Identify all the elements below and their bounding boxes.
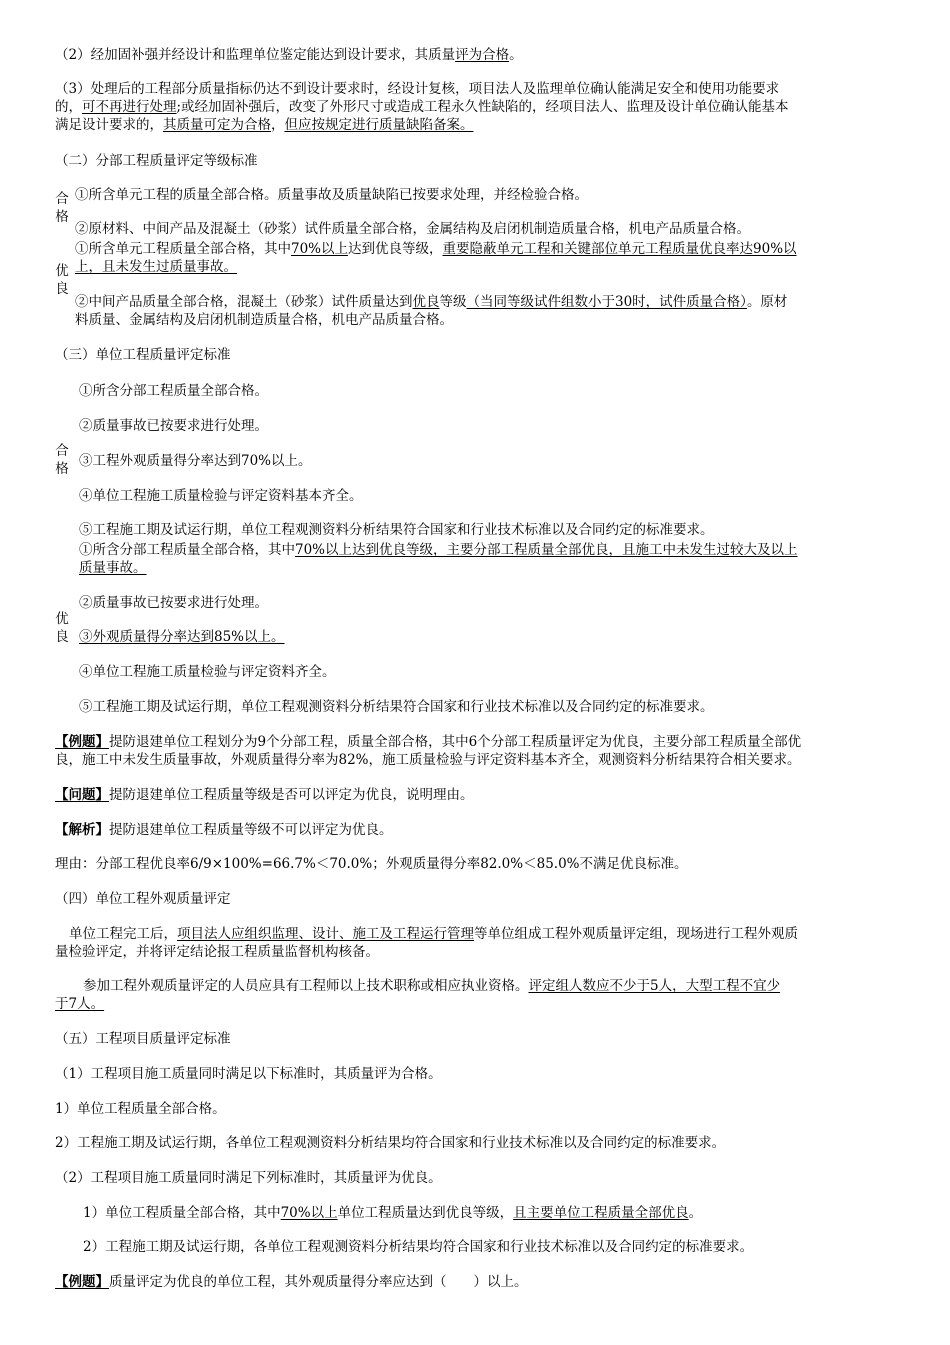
- side-label-pass-2: 合格: [55, 443, 69, 477]
- s3-excellent-5: ⑤工程施工期及试运行期，单位工程观测资料分析结果符合国家和行业技术标准以及合同约定的标准要求。: [79, 699, 714, 715]
- reason: 理由：分部工程优良率6/9×100%=66.7%＜70.0%；外观质量得分率82.0%＜85.0%不满足优良标准。: [55, 856, 688, 872]
- s5-1a: 1）单位工程质量全部合格。: [55, 1101, 226, 1117]
- side-label-excellent: 优良: [55, 263, 69, 297]
- s2-pass-1: ①所含单元工程的质量全部合格。质量事故及质量缺陷已按要求处理，并经检验合格。: [75, 187, 588, 203]
- s2-pass-2: ②原材料、中间产品及混凝土（砂浆）试件质量全部合格，金属结构及启闭机制造质量合格，机电产品质量合格。: [75, 221, 750, 237]
- question: 【问题】提防退建单位工程质量等级是否可以评定为优良，说明理由。: [55, 787, 474, 803]
- para-3-line-1: （3）处理后的工程部分质量指标仍达不到设计要求时，经设计复核，项目法人及监理单位确认能满足安全和使用功能要求: [55, 81, 780, 97]
- para-3-line-2: 的，可不再进行处理;或经加固补强后，改变了外形尺寸或造成工程永久性缺陷的，经项目法人、监理及设计单位确认能基本: [55, 99, 789, 115]
- section-5-title: （五）工程项目质量评定标准: [55, 1031, 231, 1047]
- section-2-title: （二）分部工程质量评定等级标准: [55, 153, 258, 169]
- s4-para-1-line-2: 量检验评定，并将评定结论报工程质量监督机构核备。: [55, 944, 379, 960]
- section-3-title: （三）单位工程质量评定标准: [55, 347, 231, 363]
- s3-pass-3: ③工程外观质量得分率达到70%以上。: [79, 453, 312, 469]
- s3-excellent-1-line-2: 质量事故。: [79, 560, 147, 576]
- s3-pass-2: ②质量事故已按要求进行处理。: [79, 418, 268, 434]
- example-1-line-1: 【例题】提防退建单位工程划分为9个分部工程，质量全部合格，其中6个分部工程质量评定为优良，主要分部工程质量全部优: [55, 734, 802, 750]
- s3-pass-1: ①所含分部工程质量全部合格。: [79, 383, 268, 399]
- answer: 【解析】提防退建单位工程质量等级不可以评定为优良。: [55, 822, 393, 838]
- s4-para-2-line-2: 于7人。: [55, 996, 105, 1012]
- s3-excellent-2: ②质量事故已按要求进行处理。: [79, 595, 268, 611]
- s5-2a: 1）单位工程质量全部合格，其中70%以上单位工程质量达到优良等级，且主要单位工程质量全部优良。: [83, 1205, 703, 1221]
- s3-excellent-4: ④单位工程施工质量检验与评定资料齐全。: [79, 664, 336, 680]
- s5-2b: 2）工程施工期及试运行期，各单位工程观测资料分析结果均符合国家和行业技术标准以及合同约定的标准要求。: [83, 1239, 754, 1255]
- s4-para-1-line-1: 单位工程完工后，项目法人应组织监理、设计、施工及工程运行管理等单位组成工程外观质量评定组，现场进行工程外观质: [69, 926, 798, 942]
- para-3-line-3: 满足设计要求的，其质量可定为合格，但应按规定进行质量缺陷备案。: [55, 117, 474, 133]
- example-1-line-2: 良，施工中未发生质量事故，外观质量得分率为82%，施工质量检验与评定资料基本齐全，观测资料分析结果符合相关要求。: [55, 752, 801, 768]
- s3-pass-5: ⑤工程施工期及试运行期，单位工程观测资料分析结果符合国家和行业技术标准以及合同约定的标准要求。: [79, 522, 714, 538]
- s5-1b: 2）工程施工期及试运行期，各单位工程观测资料分析结果均符合国家和行业技术标准以及合同约定的标准要求。: [55, 1135, 726, 1151]
- s5-2: （2）工程项目施工质量同时满足下列标准时，其质量评为优良。: [55, 1170, 442, 1186]
- para-2: （2）经加固补强并经设计和监理单位鉴定能达到设计要求，其质量评为合格。: [55, 47, 523, 63]
- s3-excellent-3: ③外观质量得分率达到85%以上。: [79, 629, 285, 645]
- s2-excellent-2-line-1: ②中间产品质量全部合格，混凝土（砂浆）试件质量达到优良等级（当同等级试件组数小于30时，试件质量合格）。原材: [75, 294, 788, 310]
- s2-excellent-1-line-2: 上，且未发生过质量事故。: [75, 259, 237, 275]
- s2-excellent-1-line-1: ①所含单元工程质量全部合格，其中70%以上达到优良等级，重要隐蔽单元工程和关键部位单元工程质量优良率达90%以: [75, 241, 797, 257]
- s4-para-2-line-1: 参加工程外观质量评定的人员应具有工程师以上技术职称或相应执业资格。评定组人数应不少于5人，大型工程不宜少: [83, 978, 781, 994]
- side-label-excellent-2: 优良: [55, 611, 69, 645]
- s3-excellent-1-line-1: ①所含分部工程质量全部合格，其中70%以上达到优良等级，主要分部工程质量全部优良，且施工中未发生过较大及以上: [79, 542, 798, 558]
- section-4-title: （四）单位工程外观质量评定: [55, 891, 231, 907]
- s2-excellent-2-line-2: 料质量、金属结构及启闭机制造质量合格，机电产品质量合格。: [75, 312, 453, 328]
- example-2: 【例题】质量评定为优良的单位工程，其外观质量得分率应达到（ ）以上。: [55, 1274, 528, 1290]
- s5-1: （1）工程项目施工质量同时满足以下标准时，其质量评为合格。: [55, 1066, 442, 1082]
- side-label-pass: 合格: [55, 191, 69, 225]
- s3-pass-4: ④单位工程施工质量检验与评定资料基本齐全。: [79, 488, 363, 504]
